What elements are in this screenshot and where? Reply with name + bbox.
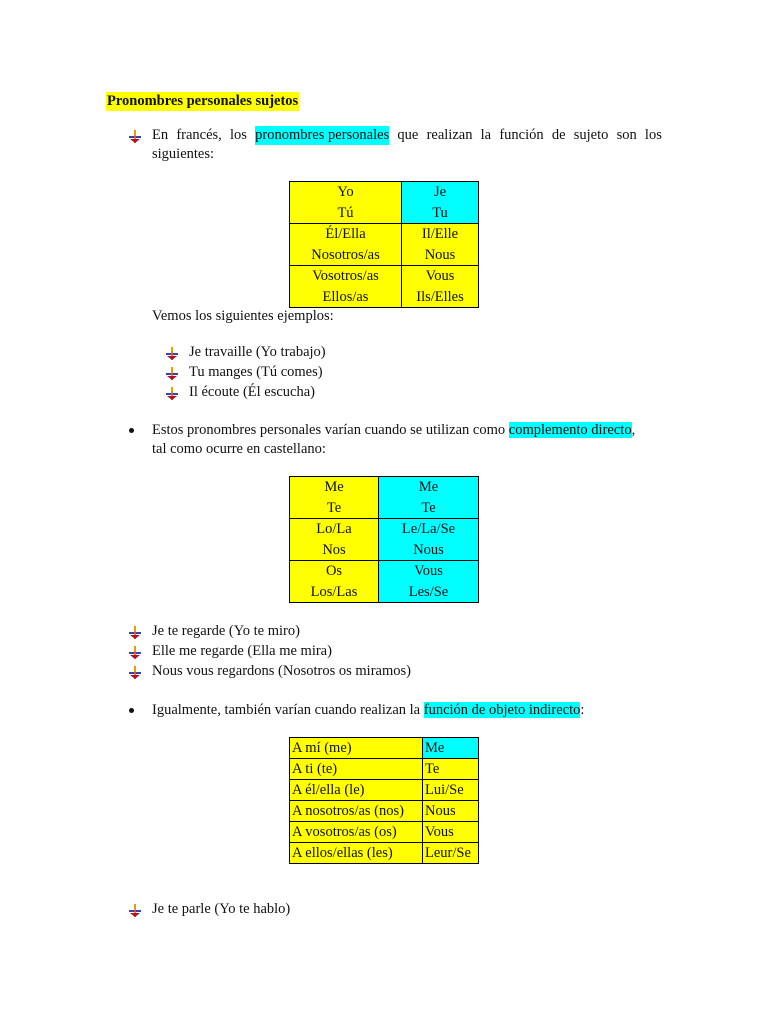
arrow-bullet-icon [129,130,141,143]
cell-line: Je [433,184,447,200]
text: Estos pronombres personales varían cuando se utilizan como [152,422,506,438]
highlight-pronombres: pronombres personales [255,127,390,143]
word: de [551,127,566,143]
section3-paragraph [152,701,584,720]
table-cell [290,561,379,603]
intro-line-1 [152,126,662,145]
table-row [290,224,479,266]
cell-line: Vosotros/as [312,268,379,284]
list-item: Tu manges (Tú comes) [189,364,323,380]
table-row [290,561,479,603]
word: los [230,127,247,143]
table-cell: Nous [423,801,479,822]
table-cell: Me [423,738,479,759]
cell-line: Tu [432,204,448,221]
intro-line-2: siguientes: [152,146,215,162]
arrow-bullet-icon [129,646,141,659]
text: : [580,702,585,718]
table-cell: Leur/Se [423,843,479,864]
cell-line: Vous [425,268,455,284]
round-bullet-icon [129,428,134,433]
list-item: Nous vous regardons (Nosotros os miramos) [152,663,411,679]
cell-line: Nosotros/as [311,246,380,263]
table-row [290,801,479,822]
arrow-bullet-icon [166,387,178,400]
list-item: Je te regarde (Yo te miro) [152,623,300,639]
cell-line: Le/La/Se [401,521,456,537]
cell-line: Il/Elle [421,226,459,242]
cell-line: Tú [337,204,354,221]
table-row [290,843,479,864]
arrow-bullet-icon [166,347,178,360]
table-row [290,780,479,801]
table-row [290,519,479,561]
cell-line: Él/Ella [325,226,366,242]
highlight-objeto-indirecto: función de objeto indirecto [423,702,581,718]
word: francés, [176,127,222,143]
cell-line: Ils/Elles [416,288,464,305]
text: Igualmente, también varían cuando realizan la [152,702,421,718]
table-cell: Te [423,759,479,780]
table-cell [290,266,402,308]
arrow-bullet-icon [129,904,141,917]
examples-intro: Vemos los siguientes ejemplos: [152,308,334,324]
table-cell [402,266,479,308]
table-row [290,738,479,759]
word: que [397,127,419,143]
arrow-bullet-icon [129,666,141,679]
word: son [616,127,637,143]
word: En [152,127,169,143]
table-cell: A él/ella (le) [290,780,423,801]
table-row [290,759,479,780]
table-cell: A vosotros/as (os) [290,822,423,843]
table-cell [379,561,479,603]
list-item: Il écoute (Él escucha) [189,384,315,400]
table-cell: A ellos/ellas (les) [290,843,423,864]
section2-line-1 [152,421,635,440]
table-cell: A ti (te) [290,759,423,780]
cell-line: Nos [322,541,346,558]
indirect-object-table [289,737,479,864]
highlight-complemento: complemento directo [508,422,632,438]
arrow-bullet-icon [166,367,178,380]
word: los [644,127,662,143]
cell-line: Nous [424,246,456,263]
cell-line: Te [421,499,436,516]
text: , [631,422,636,438]
section2-paragraph [152,421,635,459]
cell-line: Nous [413,541,444,558]
word: realizan [426,127,473,143]
table-row [290,477,479,519]
arrow-bullet-icon [129,626,141,639]
table-row [290,822,479,843]
table-row [290,266,479,308]
direct-object-table [289,476,479,603]
word: función [499,127,544,143]
table-cell [402,224,479,266]
table-cell: A mí (me) [290,738,423,759]
list-item: Je te parle (Yo te hablo) [152,901,291,917]
table-cell [402,182,479,224]
cell-line: Yo [337,184,354,200]
section2-line-2: tal como ocurre en castellano: [152,441,326,457]
cell-line: Les/Se [408,583,449,600]
table-cell: A nosotros/as (nos) [290,801,423,822]
table-cell: Vous [423,822,479,843]
list-item: Elle me regarde (Ella me mira) [152,643,332,659]
table-cell: Lui/Se [423,780,479,801]
cell-line: Los/Las [310,583,358,600]
table-cell [290,519,379,561]
cell-line: Lo/La [316,521,352,537]
subject-pronouns-table [289,181,479,308]
word: sujeto [573,127,609,143]
round-bullet-icon [129,708,134,713]
list-item: Je travaille (Yo trabajo) [189,344,326,360]
word: la [480,127,492,143]
table-row [290,182,479,224]
table-cell [290,182,402,224]
table-cell [379,477,479,519]
cell-line: Vous [414,563,443,579]
page-title: Pronombres personales sujetos [107,93,299,109]
cell-line: Me [324,479,344,495]
table-cell [290,477,379,519]
table-cell [379,519,479,561]
cell-line: Os [325,563,343,579]
cell-line: Ellos/as [322,288,369,305]
table-cell [290,224,402,266]
cell-line: Me [418,479,439,495]
intro-paragraph [152,126,662,164]
cell-line: Te [326,499,342,516]
